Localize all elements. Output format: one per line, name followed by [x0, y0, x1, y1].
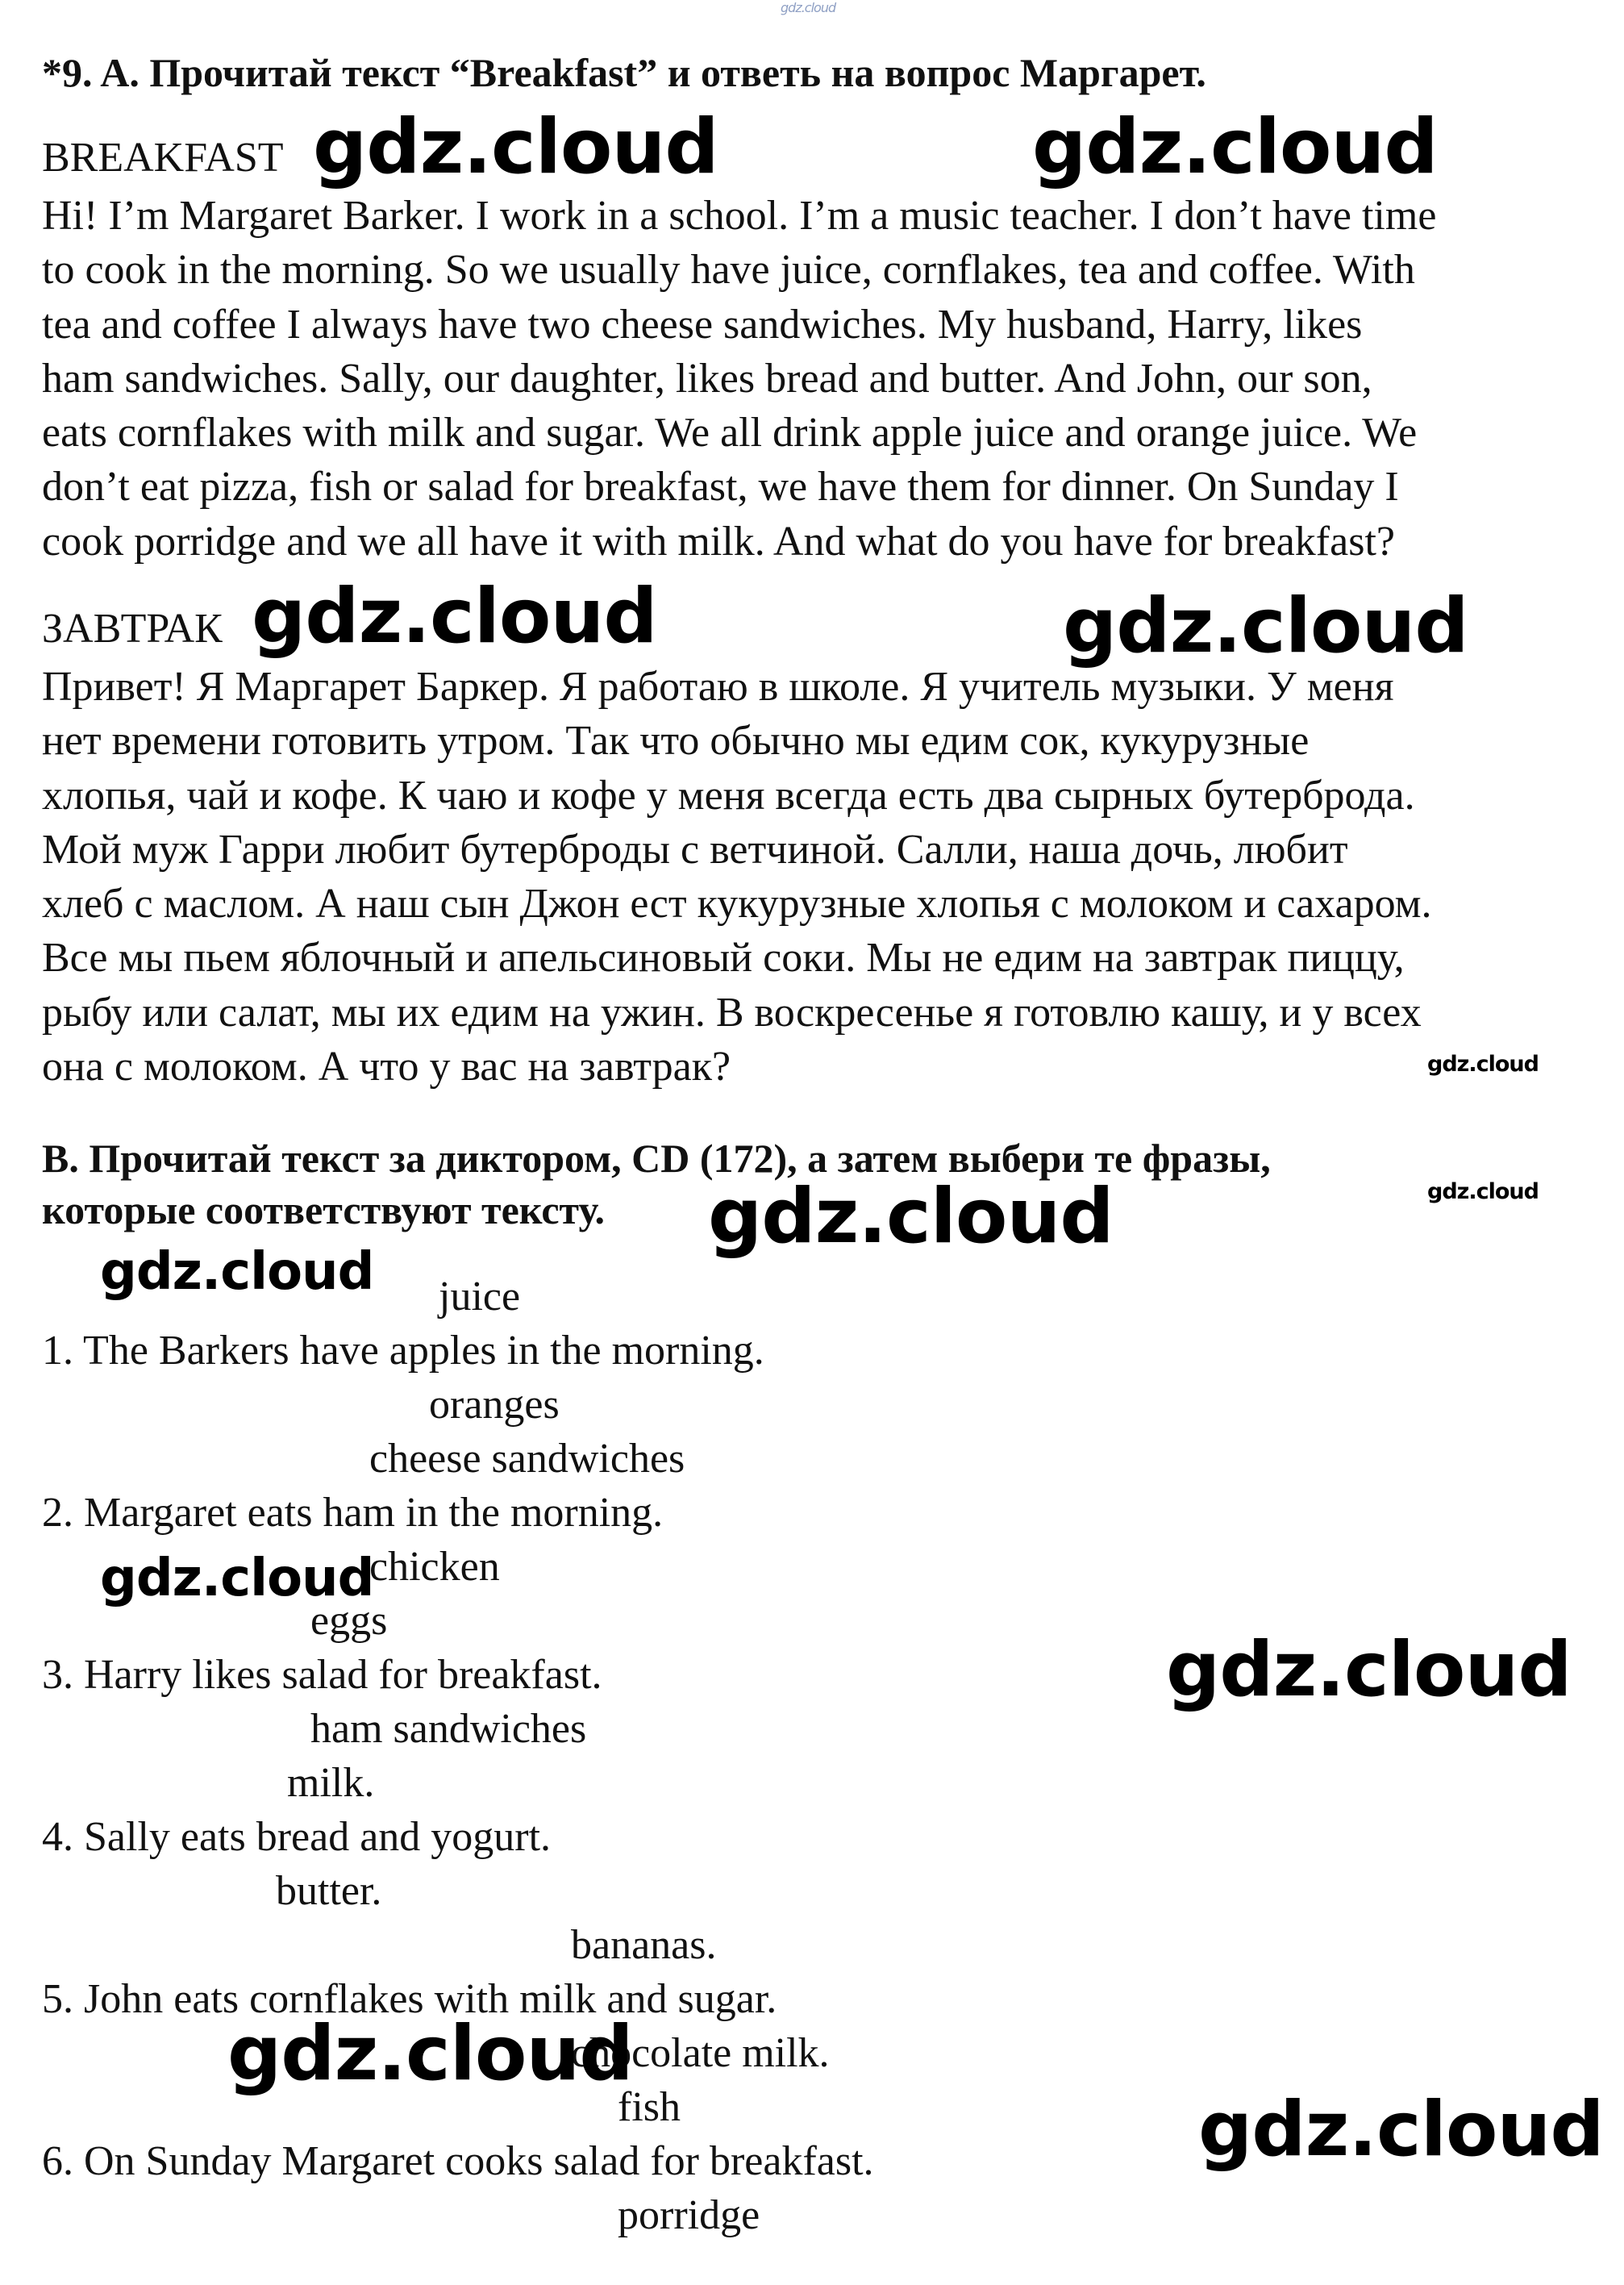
option-above-3: eggs [310, 1598, 388, 1644]
watermark: gdz.cloud [252, 573, 657, 661]
russian-title: ЗАВТРАК [42, 606, 223, 652]
watermark: gdz.cloud [708, 1173, 1114, 1261]
english-line: ham sandwiches. Sally, our daughter, likes bread and butter. And John, our son, [42, 355, 1372, 402]
statement-4: 4. Sally eats bread and yogurt. [42, 1814, 552, 1860]
watermark: gdz.cloud [100, 1242, 374, 1302]
english-line: cook porridge and we all have it with milk. And what do you have for breakfast? [42, 518, 1395, 565]
russian-line: рыбу или салат, мы их едим на ужин. В воскресенье я готовлю кашу, и у всех [42, 989, 1422, 1036]
russian-line: Мой муж Гарри любит бутерброды с ветчиной. Салли, наша дочь, любит [42, 826, 1348, 873]
option-below-6: porridge [618, 2192, 760, 2238]
part-a-heading: *9. A. Прочитай текст “Breakfast” и ответь на вопрос Маргарет. [42, 50, 1206, 95]
watermark: gdz.cloud [313, 103, 718, 191]
option-above-6: fish [618, 2084, 681, 2130]
part-b-heading-line2: которые соответствуют тексту. [42, 1187, 605, 1232]
option-above-2: cheese sandwiches [369, 1436, 685, 1482]
watermark: gdz.cloud [1427, 1179, 1539, 1204]
statement-5: 5. John eats cornflakes with milk and sugar. [42, 1976, 777, 2022]
option-below-5: chocolate milk. [571, 2030, 830, 2076]
russian-line: хлопья, чай и кофе. К чаю и кофе у меня всегда есть два сырных бутерброда. [42, 772, 1415, 819]
russian-line: Привет! Я Маргарет Баркер. Я работаю в школе. Я учитель музыки. У меня [42, 664, 1394, 710]
watermark: gdz.cloud [1166, 1626, 1572, 1714]
watermark-top: gdz.cloud [781, 0, 836, 15]
watermark: gdz.cloud [1198, 2086, 1604, 2174]
statement-1: 1. The Barkers have apples in the morning. [42, 1328, 764, 1374]
russian-line: она с молоком. А что у вас на завтрак? [42, 1044, 731, 1090]
russian-line: нет времени готовить утром. Так что обычно мы едим сок, кукурузные [42, 718, 1310, 765]
english-line: Hi! I’m Margaret Barker. I work in a school. I’m a music teacher. I don’t have time [42, 193, 1437, 239]
option-below-3: ham sandwiches [310, 1706, 587, 1752]
english-line: eats cornflakes with milk and sugar. We all drink apple juice and orange juice. We [42, 410, 1418, 457]
watermark: gdz.cloud [227, 2010, 633, 2098]
english-line: don’t eat pizza, fish or salad for breakfast, we have them for dinner. On Sunday I [42, 464, 1399, 511]
russian-line: хлеб с маслом. А наш сын Джон ест кукурузные хлопья с молоком и сахаром. [42, 881, 1432, 928]
watermark: gdz.cloud [100, 1549, 374, 1608]
part-b-heading-line1: B. Прочитай текст за диктором, CD (172), а затем выбери те фразы, [42, 1136, 1271, 1181]
option-below-2: chicken [369, 1544, 500, 1590]
russian-line: Все мы пьем яблочный и апельсиновый соки. Мы не едим на завтрак пиццу, [42, 935, 1405, 982]
statement-6: 6. On Sunday Margaret cooks salad for breakfast. [42, 2138, 874, 2184]
watermark: gdz.cloud [1032, 103, 1438, 191]
option-above-1: juice [439, 1274, 521, 1320]
statement-3: 3. Harry likes salad for breakfast. [42, 1652, 602, 1698]
option-below-1: oranges [429, 1382, 560, 1428]
watermark: gdz.cloud [1063, 582, 1468, 670]
option-below-4: butter. [276, 1868, 382, 1914]
watermark: gdz.cloud [1427, 1052, 1539, 1077]
option-above-4: milk. [287, 1760, 375, 1806]
english-line: tea and coffee I always have two cheese sandwiches. My husband, Harry, likes [42, 301, 1363, 348]
statement-2: 2. Margaret eats ham in the morning. [42, 1490, 664, 1536]
english-line: to cook in the morning. So we usually have juice, cornflakes, tea and coffee. With [42, 247, 1415, 294]
russian-text [42, 660, 1432, 1094]
english-text [42, 189, 1436, 569]
option-above-5: bananas. [571, 1922, 717, 1968]
english-title: BREAKFAST [42, 135, 284, 181]
